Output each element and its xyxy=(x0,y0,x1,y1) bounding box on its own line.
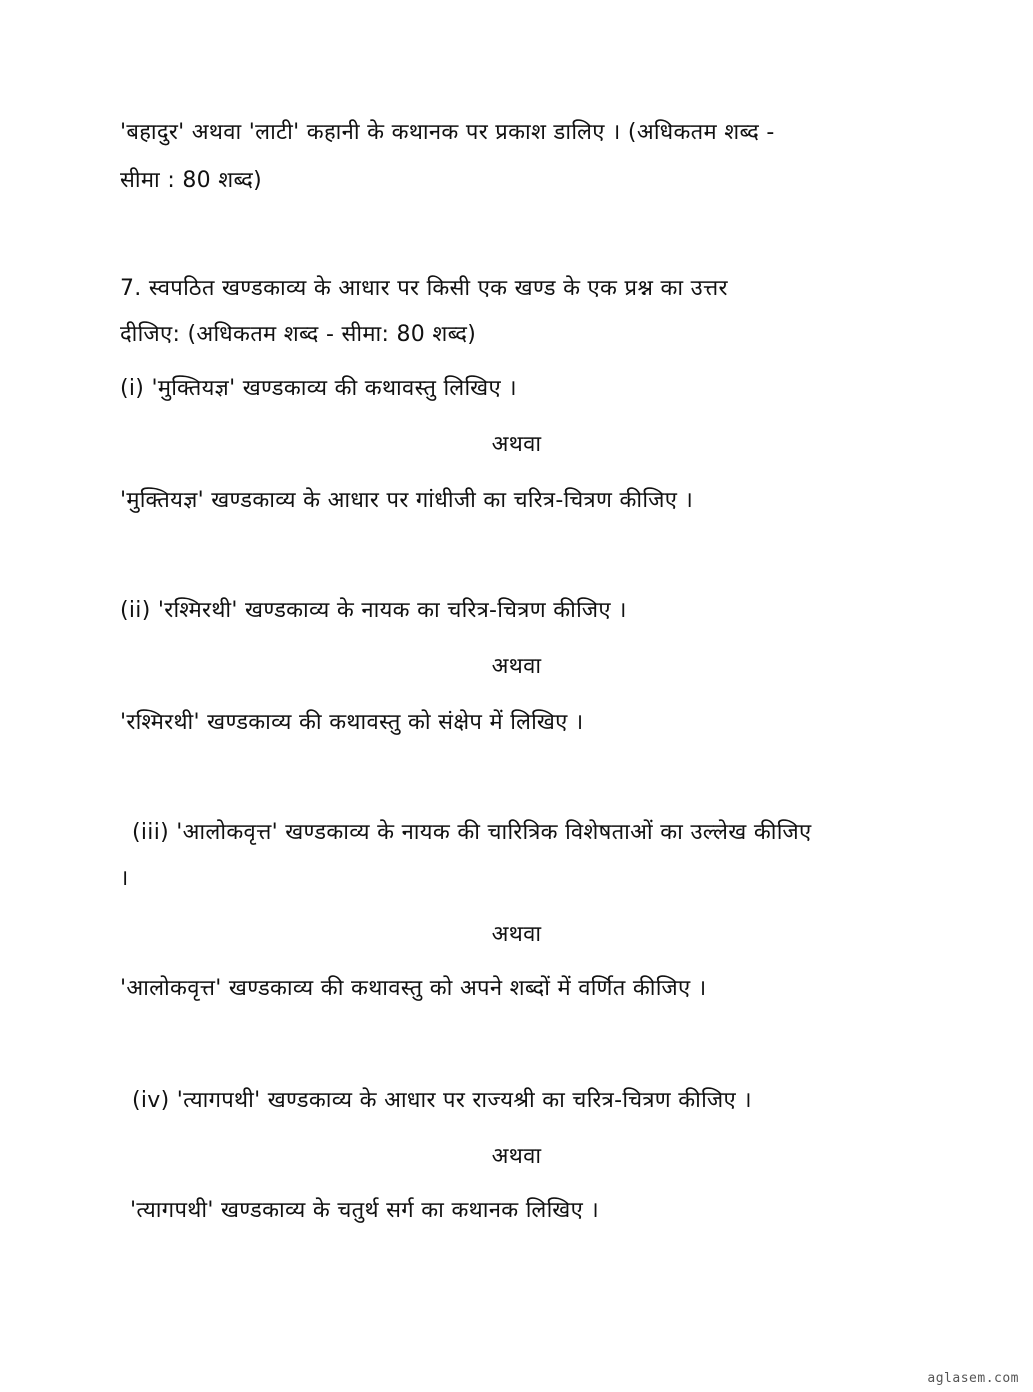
option-iv-or: अथवा xyxy=(491,1144,542,1169)
option-iii-question: (iii) 'आलोकवृत्त' खण्डकाव्य के नायक की चारित्रिक विशेषताओं का उल्लेख कीजिए xyxy=(132,820,812,845)
option-iv-alternative: 'त्यागपथी' खण्डकाव्य के चतुर्थ सर्ग का कथानक लिखिए । xyxy=(130,1198,599,1223)
option-i-or: अथवा xyxy=(491,432,542,457)
question-6-tail-line-1: 'बहादुर' अथवा 'लाटी' कहानी के कथानक पर प्रकाश डालिए । (अधिकतम शब्द - xyxy=(120,120,775,145)
watermark-text: aglasem.com xyxy=(927,1371,1019,1386)
option-ii-question: (ii) 'रश्मिरथी' खण्डकाव्य के नायक का चरित्र-चित्रण कीजिए । xyxy=(120,598,627,623)
option-iii-question-tail: । xyxy=(120,866,129,891)
question-6-tail-line-2: सीमा : 80 शब्द) xyxy=(120,168,262,193)
option-ii-alternative: 'रश्मिरथी' खण्डकाव्य की कथावस्तु को संक्षेप में लिखिए । xyxy=(120,710,584,735)
option-i-alternative: 'मुक्तियज्ञ' खण्डकाव्य के आधार पर गांधीजी का चरित्र-चित्रण कीजिए । xyxy=(120,488,694,513)
option-i-question: (i) 'मुक्तियज्ञ' खण्डकाव्य की कथावस्तु लिखिए । xyxy=(120,376,517,401)
option-iii-or: अथवा xyxy=(491,922,542,947)
question-7-intro-line-1: 7. स्वपठित खण्डकाव्य के आधार पर किसी एक खण्ड के एक प्रश्न का उत्तर xyxy=(120,276,728,301)
option-iv-question: (iv) 'त्यागपथी' खण्डकाव्य के आधार पर राज्यश्री का चरित्र-चित्रण कीजिए । xyxy=(132,1088,752,1113)
question-7-intro-line-2: दीजिए: (अधिकतम शब्द - सीमा: 80 शब्द) xyxy=(120,322,477,347)
option-ii-or: अथवा xyxy=(491,654,542,679)
option-iii-alternative: 'आलोकवृत्त' खण्डकाव्य की कथावस्तु को अपने शब्दों में वर्णित कीजिए । xyxy=(120,976,707,1001)
